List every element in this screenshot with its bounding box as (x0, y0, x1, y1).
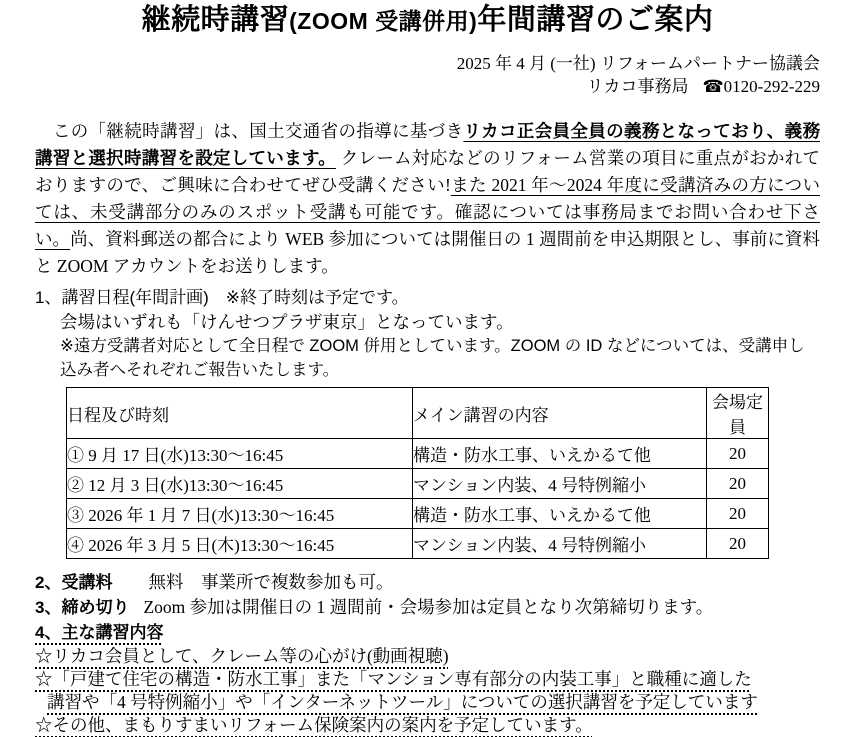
column-header-date-time: 日程及び時刻 (67, 388, 413, 439)
cell-main-content: 構造・防水工事、いえかるて他 (413, 499, 707, 529)
section2-fee (35, 570, 820, 595)
intro-mid: クレーム対応などのリフォーム営業の項目に重点がおかれておりますので、ご興味に合わせてぜひ受講ください! (35, 148, 821, 195)
section4-heading (35, 620, 820, 645)
issuer-block (35, 52, 820, 98)
title-paren: (ZOOM 受講併用) (289, 8, 478, 34)
section3-deadline (35, 595, 820, 620)
intro-tail: 尚、資料郵送の都合により WEB 参加については開催日の 1 週間前を申込期限とし、事前に資料と ZOOM アカウントをお送りします。 (35, 229, 820, 276)
title-part-1: 継続時講習 (141, 4, 290, 36)
issue-date-organization: 2025 年 4 月 (一社) リフォームパートナー協議会 (456, 54, 820, 73)
cell-main-content: 構造・防水工事、いえかるて他 (413, 439, 707, 469)
cell-date-time: ③ 2026 年 1 月 7 日(水)13:30〜16:45 (67, 499, 413, 529)
cell-date-time: ① 9 月 17 日(水)13:30〜16:45 (67, 439, 413, 469)
section4-number-label: 4、主な講習内容 (35, 623, 164, 642)
section1-number-label: 1、講習日程(年間計画) (35, 288, 209, 307)
intro-lead: この「継続時講習」は、国土交通省の指導に基づき (35, 121, 464, 141)
section2-number-label: 2、受講料 (35, 573, 113, 592)
column-header-main-content: メイン講習の内容 (413, 388, 707, 439)
schedule-table (66, 387, 769, 559)
section1-heading (35, 286, 820, 310)
phone-number: 0120-292-229 (723, 77, 820, 96)
course-content-item: ☆「戸建て住宅の構造・防水工事」また「マンション専有部分の内装工事」と職種に適した (35, 669, 752, 689)
zoom-participation-note: ※遠方受講者対応として全日程で ZOOM 併用としています。ZOOM の ID などについては、受講申し込み者へそれぞれご報告いたします。 (60, 337, 805, 379)
table-row (67, 439, 769, 469)
title-part-2: 年間講習のご案内 (477, 4, 714, 36)
cell-main-content: マンション内装、4 号特例縮小 (413, 529, 707, 559)
course-content-item: ☆その他、まもりすまいリフォーム保険案内の案内を予定しています。 (35, 715, 593, 735)
table-row (67, 499, 769, 529)
cell-main-content: マンション内装、4 号特例縮小 (413, 469, 707, 499)
table-header-row (67, 388, 769, 439)
cell-capacity: 20 (707, 529, 769, 559)
table-row (67, 469, 769, 499)
cell-capacity: 20 (707, 469, 769, 499)
section3-number-label: 3、締め切り (35, 598, 130, 617)
column-header-capacity: 会場定員 (707, 388, 769, 439)
office-label: リカコ事務局 (586, 77, 689, 96)
cell-date-time: ② 12 月 3 日(水)13:30〜16:45 (67, 469, 413, 499)
phone-icon: ☎ (702, 77, 724, 96)
table-row (67, 529, 769, 559)
intro-obligation-emphasis: リカコ正会員全員の義務となっており、義務講習と選択時講習を設定しています。 (35, 121, 820, 168)
cell-capacity: 20 (707, 439, 769, 469)
section3-text: Zoom 参加は開催日の 1 週間前・会場参加は定員となり次第締切ります。 (143, 597, 714, 617)
section1-time-note: ※終了時刻は予定です。 (208, 288, 409, 307)
intro-paragraph (35, 118, 820, 280)
intro-spot-emphasis: また 2021 年〜2024 年度に受講済みの方については、未受講部分のみのスポット受講も可能です。確認については事務局までお問い合わせ下さい。 (35, 175, 820, 249)
course-content-item: ☆リカコ会員として、クレーム等の心がけ(動画視聴) (35, 646, 449, 666)
section2-text: 無料 事業所で複数参加も可。 (148, 572, 394, 592)
office-phone-line (35, 75, 820, 98)
course-content-item-continuation: 講習や「4 号特例縮小」や「インターネットツール」についての選択講習を予定しています (47, 692, 758, 712)
venue-line: 会場はいずれも「けんせつプラザ東京」となっています。 (60, 312, 514, 332)
cell-date-time: ④ 2026 年 3 月 5 日(木)13:30〜16:45 (67, 529, 413, 559)
cell-capacity: 20 (707, 499, 769, 529)
page-title (35, 3, 820, 38)
